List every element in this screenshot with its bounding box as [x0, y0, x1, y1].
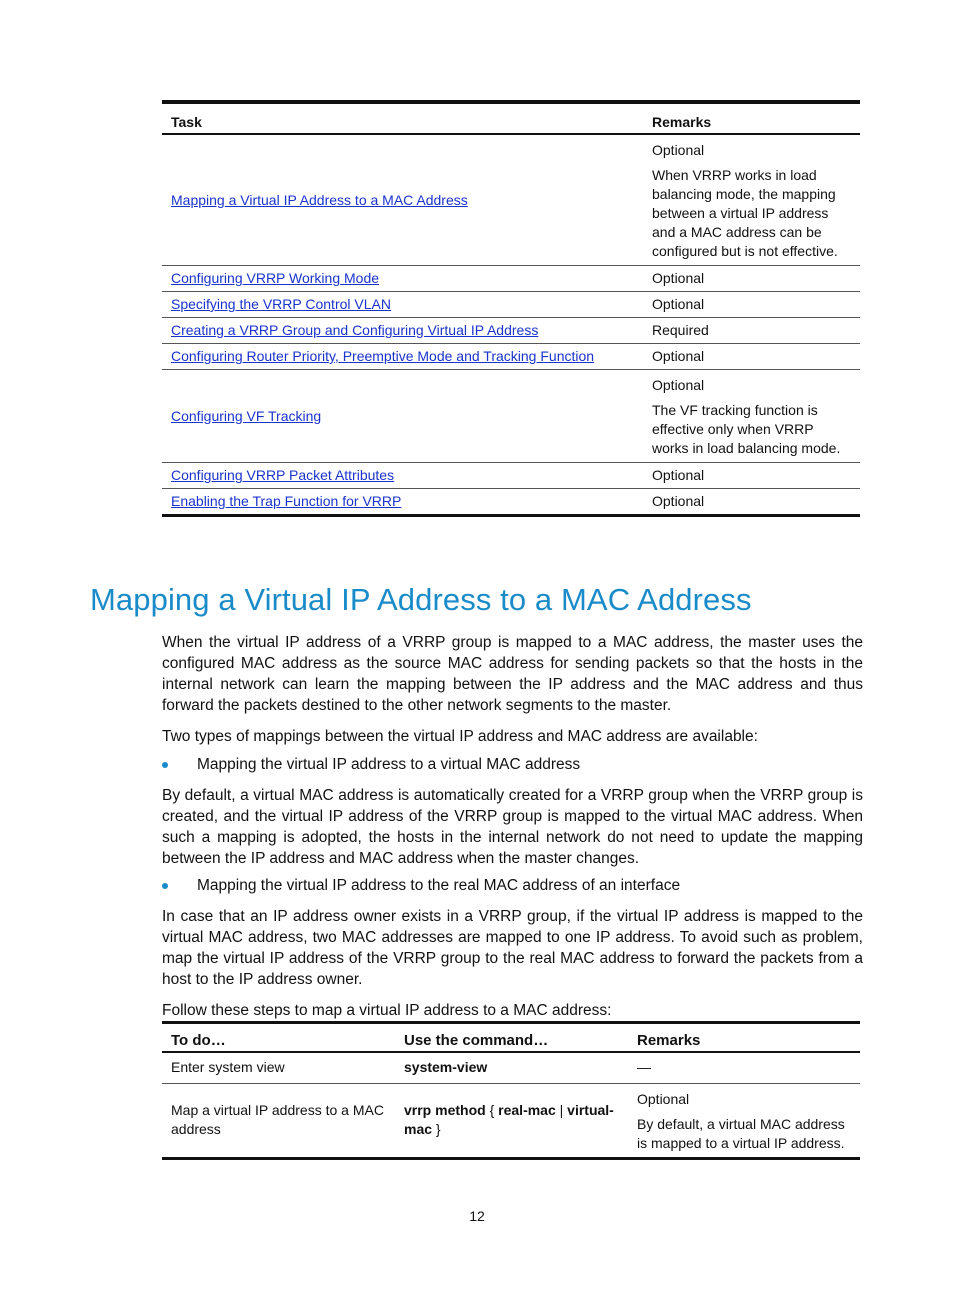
- todo-cell: Map a virtual IP address to a MAC address: [171, 1102, 384, 1137]
- command-cell: [395, 1083, 628, 1158]
- remarks-column-header: Remarks: [637, 1032, 701, 1049]
- remark-text: Required: [652, 322, 709, 338]
- task-link-mapping[interactable]: Mapping a Virtual IP Address to a MAC Address: [171, 191, 468, 208]
- remark-text: Optional: [652, 493, 705, 509]
- paragraph-text: Follow these steps to map a virtual IP address to a MAC address:: [162, 1002, 612, 1019]
- section-title: Mapping a Virtual IP Address to a MAC Address: [90, 582, 752, 617]
- table-row: [162, 344, 860, 370]
- bullet-text: Mapping the virtual IP address to a virtual MAC address: [197, 756, 581, 773]
- bullet-dot-icon: [162, 883, 168, 889]
- remark-note: The VF tracking function is effective only when VRRP works in load balancing mode.: [652, 402, 841, 456]
- command-separator: |: [555, 1102, 568, 1118]
- todo-column-header: To do…: [171, 1032, 226, 1049]
- command-brace: {: [485, 1102, 499, 1118]
- paragraph-text: By default, a virtual MAC address is automatically created for a VRRP group when the VRRP group is created, and the virtual IP address of the VRRP group is mapped to the virtual MAC address. When such a mapping is adopted, the hosts in the internal network do not need to update the mapping between the IP address and MAC address when the master changes.: [162, 787, 863, 867]
- task-link-packet-attributes[interactable]: Configuring VRRP Packet Attributes: [171, 467, 395, 483]
- task-link-control-vlan[interactable]: Specifying the VRRP Control VLAN: [171, 296, 391, 312]
- remark-cell: —: [637, 1059, 651, 1076]
- table-row: [162, 489, 860, 516]
- table-row: [162, 1052, 860, 1083]
- task-column-header: Task: [171, 113, 202, 130]
- task-link-router-priority[interactable]: Configuring Router Priority, Preemptive Mode and Tracking Function: [171, 348, 595, 364]
- remark-text: Optional: [652, 348, 705, 364]
- remark-text: Optional: [637, 1090, 690, 1107]
- task-link-working-mode[interactable]: Configuring VRRP Working Mode: [171, 270, 380, 286]
- task-link-trap-function[interactable]: Enabling the Trap Function for VRRP: [171, 493, 402, 509]
- remark-text: Optional: [652, 377, 705, 393]
- table-row: [162, 292, 860, 318]
- remark-note: When VRRP works in load balancing mode, the mapping between a virtual IP address and a MAC address can be configured but is not effective.: [652, 167, 838, 259]
- paragraph-text: When the virtual IP address of a VRRP group is mapped to a MAC address, the master uses the configured MAC address as the source MAC address for sending packets so that the hosts in the internal network can learn the mapping between the IP address and the MAC address and thus forward the packets destined to the other network segments to the master.: [162, 634, 863, 714]
- remark-text: Optional: [652, 270, 705, 286]
- command-brace: }: [432, 1121, 441, 1137]
- table-row: [162, 463, 860, 489]
- remark-text: Optional: [652, 296, 705, 312]
- bullet-text: Mapping the virtual IP address to the real MAC address of an interface: [197, 877, 681, 894]
- paragraph: [162, 906, 863, 990]
- remark-text: Optional: [652, 142, 705, 158]
- table-row: [162, 134, 860, 266]
- paragraph: [162, 632, 863, 716]
- command-keyword: real-mac: [498, 1102, 556, 1118]
- table-row: [162, 370, 860, 463]
- table-row: [162, 266, 860, 292]
- command-keyword: system-view: [404, 1059, 488, 1076]
- task-link-create-group[interactable]: Creating a VRRP Group and Configuring Virtual IP Address: [171, 322, 539, 338]
- command-table-header: [162, 1023, 860, 1053]
- paragraph-text: In case that an IP address owner exists in a VRRP group, if the virtual IP address is mapped to the virtual MAC address, two MAC addresses are mapped to one IP address. To avoid such as problem, map the virtual IP address of the VRRP group to the real MAC address to forward the packets from a host to the IP address owner.: [162, 908, 863, 988]
- task-table: [162, 100, 860, 517]
- paragraph-text: Two types of mappings between the virtual IP address and MAC address are available:: [162, 728, 758, 745]
- paragraph: [162, 726, 863, 747]
- table-row: [162, 1083, 860, 1158]
- command-table: [162, 1021, 860, 1160]
- remark-note: By default, a virtual MAC address is mapped to a virtual IP address.: [637, 1115, 845, 1151]
- command-keyword: vrrp method: [404, 1102, 486, 1118]
- table-row: [162, 318, 860, 344]
- remark-text: Optional: [652, 467, 705, 483]
- bullet-dot-icon: [162, 762, 168, 768]
- page-number: 12: [469, 1208, 485, 1224]
- paragraph: [162, 1000, 863, 1021]
- command-column-header: Use the command…: [404, 1032, 549, 1049]
- command-keyword: virtual-mac: [404, 1102, 614, 1137]
- todo-cell: Enter system view: [171, 1059, 285, 1076]
- task-table-header: [162, 102, 860, 134]
- remarks-column-header: Remarks: [652, 113, 712, 130]
- task-link-vf-tracking[interactable]: Configuring VF Tracking: [171, 407, 322, 424]
- paragraph: [162, 785, 863, 869]
